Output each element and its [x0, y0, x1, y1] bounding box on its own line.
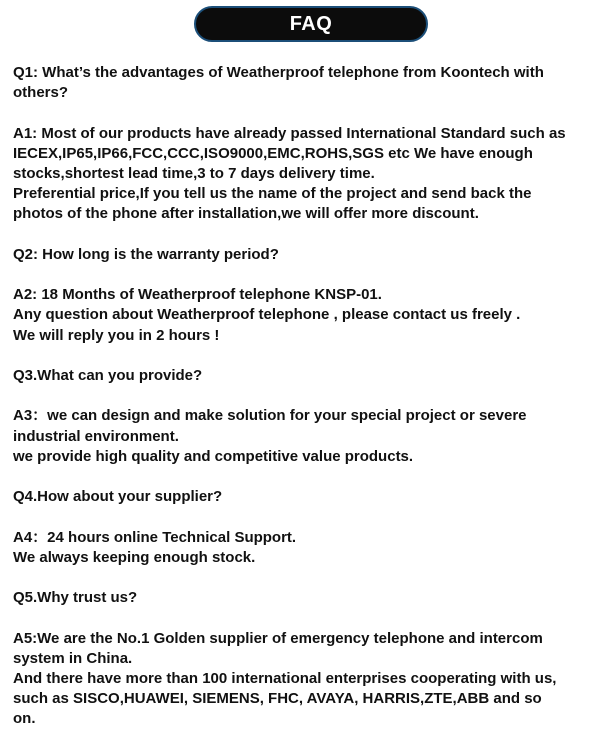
- faq-list: [13, 63, 601, 750]
- answer-1-line-2: IECEX,IP65,IP66,FCC,CCC,ISO9000,EMC,ROHS,SGS etc We have enough: [13, 144, 533, 162]
- answer-1-line-1: A1: Most of our products have already passed International Standard such as: [13, 124, 566, 142]
- answer-3-line-1: A3：we can design and make solution for your special project or severe: [13, 407, 527, 425]
- answer-5-line-3: And there have more than 100 international enterprises cooperating with us,: [13, 669, 557, 687]
- answer-4: [13, 528, 601, 568]
- answer-5-line-5: on.: [13, 710, 36, 728]
- question-2: [13, 245, 601, 265]
- faq-header: [194, 6, 428, 42]
- answer-4-line-2: We always keeping enough stock.: [13, 548, 256, 566]
- faq-title: FAQ: [289, 13, 333, 35]
- answer-1-line-4: Preferential price,If you tell us the name of the project and send back the: [13, 185, 532, 203]
- question-3: [13, 366, 601, 386]
- answer-5-line-1: A5:We are the No.1 Golden supplier of emergency telephone and intercom: [13, 629, 543, 647]
- answer-4-line-1: A4：24 hours online Technical Support.: [13, 528, 297, 546]
- answer-5: [13, 629, 601, 730]
- question-1-line-1: Q1: What’s the advantages of Weatherproof telephone from Koontech with: [13, 64, 544, 81]
- answer-1-line-3: stocks,shortest lead time,3 to 7 days delivery time.: [13, 165, 375, 182]
- answer-1: [13, 124, 601, 225]
- question-3-line-1: Q3.What can you provide?: [13, 366, 203, 384]
- question-1: [13, 63, 601, 103]
- answer-5-line-2: system in China.: [13, 649, 133, 667]
- answer-3-line-3: we provide high quality and competitive value products.: [13, 447, 414, 465]
- question-2-line-1: Q2: How long is the warranty period?: [13, 245, 279, 263]
- answer-2-line-1: A2: 18 Months of Weatherproof telephone KNSP-01.: [13, 286, 382, 304]
- question-1-line-2: others?: [13, 84, 69, 102]
- answer-1-line-5: photos of the phone after installation,we will offer more discount.: [13, 205, 479, 223]
- question-4-line-1: Q4.How about your supplier?: [13, 488, 223, 506]
- question-5-line-1: Q5.Why trust us?: [13, 589, 138, 607]
- answer-2-line-2: Any question about Weatherproof telephone , please contact us freely .: [13, 306, 521, 324]
- answer-3: [13, 406, 601, 467]
- question-5: [13, 588, 601, 608]
- answer-2: [13, 285, 601, 346]
- answer-5-line-4: such as SISCO,HUAWEI, SIEMENS, FHC, AVAYA, HARRIS,ZTE,ABB and so: [13, 690, 542, 708]
- answer-2-line-3: We will reply you in 2 hours !: [13, 326, 220, 344]
- answer-3-line-2: industrial environment.: [13, 427, 179, 445]
- question-4: [13, 487, 601, 507]
